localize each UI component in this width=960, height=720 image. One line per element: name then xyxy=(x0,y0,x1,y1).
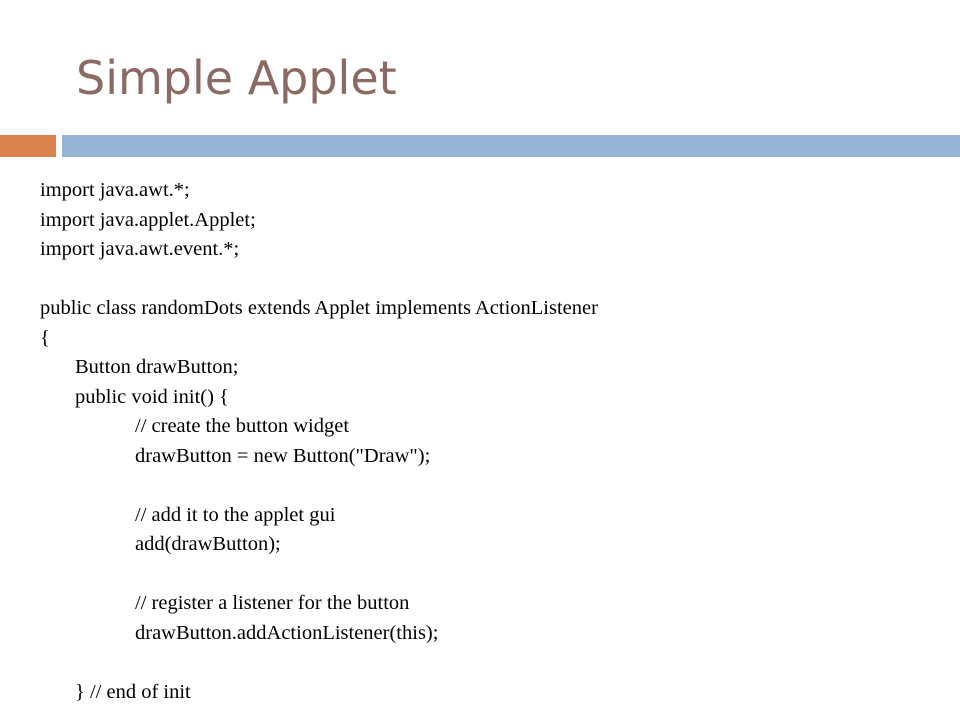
code-line: import java.awt.event.*; xyxy=(40,238,240,260)
code-line: { xyxy=(40,326,50,349)
accent-bar xyxy=(0,135,56,157)
code-line: } // end of init xyxy=(75,680,191,703)
code-line: public class randomDots extends Applet implements ActionListener xyxy=(40,297,598,319)
code-line: Button drawButton; xyxy=(75,356,239,378)
code-line: add(drawButton); xyxy=(135,533,281,555)
title-underline-bar xyxy=(62,135,960,157)
blank-line xyxy=(40,648,940,678)
blank-line xyxy=(40,265,940,295)
code-line: import java.applet.Applet; xyxy=(40,208,256,231)
code-line: drawButton = new Button("Draw"); xyxy=(135,444,431,467)
code-line: public void init() { xyxy=(75,385,229,408)
blank-line xyxy=(40,560,940,590)
code-line: // add it to the applet gui xyxy=(135,503,336,526)
code-line: drawButton.addActionListener(this); xyxy=(135,621,439,644)
code-block xyxy=(40,176,940,707)
slide-title: Simple Applet xyxy=(76,51,397,105)
code-line: import java.awt.*; xyxy=(40,179,190,201)
code-line: // register a listener for the button xyxy=(135,592,410,614)
blank-line xyxy=(40,471,940,501)
code-line: // create the button widget xyxy=(135,415,350,437)
